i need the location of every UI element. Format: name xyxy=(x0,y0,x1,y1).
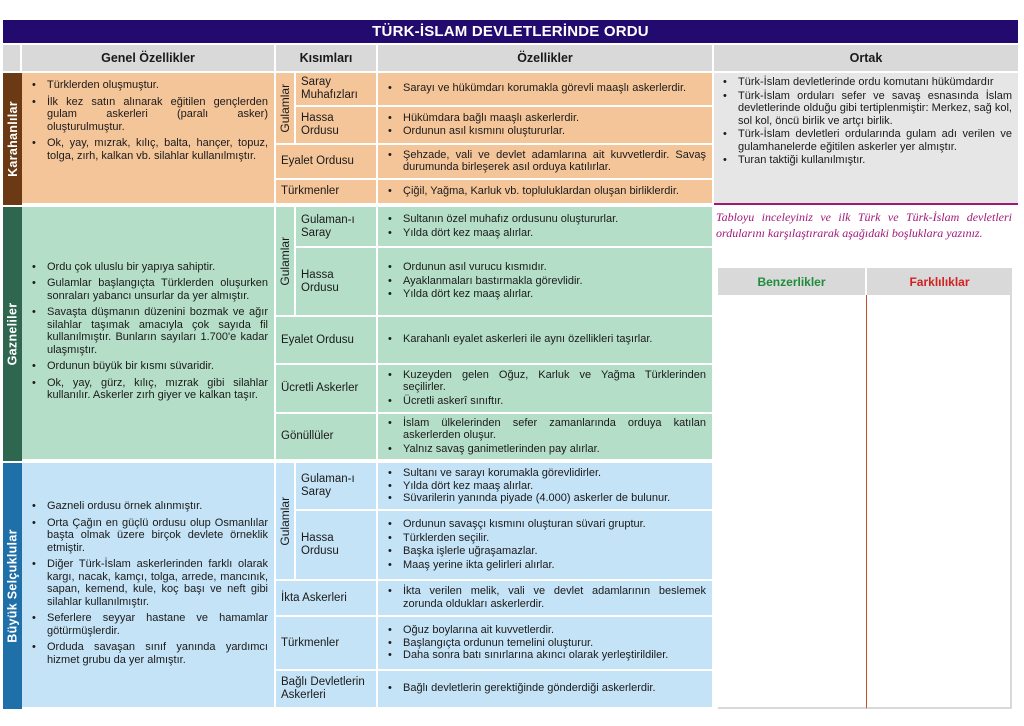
features-cell xyxy=(378,207,714,248)
feature-item: • Türklerden seçilir. xyxy=(403,532,706,545)
part-name: Eyalet Ordusu xyxy=(276,145,378,180)
feature-item: • Kuzeyden gelen Oğuz, Karluk ve Yağma Türklerinden seçilirler. xyxy=(403,369,706,394)
group-label-gulamlar: Gulamlar xyxy=(276,207,296,317)
features-cell xyxy=(378,581,714,617)
feature-item: • Ayaklanmaları bastırmakla görevlidir. xyxy=(403,275,706,288)
header-common: Ortak xyxy=(714,45,1018,71)
general-item: • Seferlere seyyar hastane ve hamamlar götürmüşlerdir. xyxy=(47,612,268,637)
group-label-gulamlar: Gulamlar xyxy=(276,73,296,145)
feature-item: • Daha sonra batı sınırlarına akıncı olarak yerleştirildiler. xyxy=(403,649,706,662)
header-general: Genel Özellikler xyxy=(22,45,276,71)
features-cell xyxy=(378,180,714,205)
general-item: • Gazneli ordusu örnek alınmıştır. xyxy=(47,500,268,513)
features-cell xyxy=(378,671,714,709)
features-cell xyxy=(378,248,714,317)
feature-item: • Başka işlerle uğraşamazlar. xyxy=(403,545,706,558)
general-item: • İlk kez satın alınarak eğitilen gençlerden gulam askerleri (paralı asker) oluşturulmuştur. xyxy=(47,96,268,134)
features-cell xyxy=(378,317,714,365)
page-title: TÜRK-İSLAM DEVLETLERİNDE ORDU xyxy=(3,20,1018,43)
feature-item: • İslam ülkelerinden sefer zamanlarında orduya katılan askerlerden oluşur. xyxy=(403,417,706,442)
common-item: • Türk-İslam orduları sefer ve savaş esnasında İslam devletlerinde olduğu gibi tertiplenmiştir: Merkez, sağ kol, sol kol, öncü birlik ve artçı birlik. xyxy=(738,90,1012,128)
feature-item: • Hükümdara bağlı maaşlı askerlerdir. xyxy=(403,112,706,125)
part-name: Hassa Ordusu xyxy=(296,511,378,581)
features-cell xyxy=(378,73,714,107)
feature-item: • Yılda dört kez maaş alırlar. xyxy=(403,288,706,301)
part-name: Hassa Ordusu xyxy=(296,248,378,317)
general-features-selcuklular xyxy=(22,463,276,709)
general-item: • Orduda savaşan sınıf yanında yardımcı hizmet grubu da yer almıştır. xyxy=(47,641,268,666)
features-cell xyxy=(378,365,714,414)
feature-item: • Ordunun savaşçı kısmını oluşturan süvari gruptur. xyxy=(403,518,706,531)
similarities-header: Benzerlikler xyxy=(718,268,867,295)
part-name: Eyalet Ordusu xyxy=(276,317,378,365)
differences-header: Farklılıklar xyxy=(867,268,1012,295)
general-item: • Ok, yay, gürz, kılıç, mızrak gibi silahlar kullanılır. Askerler zırh giyer ve kalkan taşır. xyxy=(47,377,268,402)
feature-item: • Yılda dört kez maaş alırlar. xyxy=(403,480,706,493)
features-cell xyxy=(378,414,714,461)
state-label-gazneliler: Gazneliler xyxy=(3,207,22,461)
part-name: Hassa Ordusu xyxy=(296,107,378,145)
features-cell xyxy=(378,463,714,511)
feature-item: • Yalnız savaş ganimetlerinden pay alırlar. xyxy=(403,443,706,456)
feature-item: • Şehzade, vali ve devlet adamlarına ait kuvvetlerdir. Savaş durumunda birleşerek asıl orduya katılırlar. xyxy=(403,149,706,174)
part-name: Gulaman-ı Saray xyxy=(296,463,378,511)
common-features xyxy=(714,73,1018,205)
features-cell xyxy=(378,617,714,671)
feature-item: • Yılda dört kez maaş alırlar. xyxy=(403,227,706,240)
feature-item: • Maaş yerine ikta gelirleri alırlar. xyxy=(403,559,706,572)
exercise-instruction: Tabloyu inceleyiniz ve ilk Türk ve Türk-İslam devletleri ordularını karşılaştırarak aşağıdaki boşluklara yazınız. xyxy=(716,210,1012,240)
header-parts: Kısımları xyxy=(276,45,378,71)
similarities-answer-area[interactable] xyxy=(718,295,867,709)
general-item: • Ordu çok uluslu bir yapıya sahiptir. xyxy=(47,261,268,274)
part-name: Saray Muhafızları xyxy=(296,73,378,107)
features-cell xyxy=(378,145,714,180)
differences-answer-area[interactable] xyxy=(867,295,1012,709)
feature-item: • Oğuz boylarına ait kuvvetlerdir. xyxy=(403,624,706,637)
feature-item: • Sultanın özel muhafız ordusunu oluştururlar. xyxy=(403,213,706,226)
feature-item: • Başlangıçta ordunun temelini oluşturur. xyxy=(403,637,706,650)
feature-item: • Karahanlı eyalet askerleri ile aynı özellikleri taşırlar. xyxy=(403,333,706,346)
feature-item: • İkta verilen melik, vali ve devlet adamlarının beslemek zorunda oldukları askerlerdir. xyxy=(403,585,706,610)
general-item: • Diğer Türk-İslam askerlerinden farklı olarak kargı, nacak, kamçı, tolga, arrede, mancınık, sapan, kemend, kule, koç başı ve neft gibi silahlar kullanılmıştır. xyxy=(47,558,268,608)
feature-item: • Ordunun asıl vurucu kısmıdır. xyxy=(403,261,706,274)
general-features-karahanlilar xyxy=(22,73,276,205)
common-item: • Türk-İslam devletlerinde ordu komutanı hükümdardır xyxy=(738,76,1012,89)
feature-item: • Bağlı devletlerin gerektiğinde gönderdiği askerlerdir. xyxy=(403,682,706,695)
general-item: • Savaşta düşmanın düzenini bozmak ve ağır silahlar taşımak amacıyla çok sayıda fil kullanılmıştır. Bunların sayıları 1.700'e kadar ulaşmıştır. xyxy=(47,306,268,356)
part-name: Türkmenler xyxy=(276,180,378,205)
common-item: • Türk-İslam devletleri ordularında gulam adı verilen ve gulamhanelerde eğitilen askerler yer almıştır. xyxy=(738,128,1012,153)
features-cell xyxy=(378,511,714,581)
part-name: Gönüllüler xyxy=(276,414,378,461)
general-item: • Türklerden oluşmuştur. xyxy=(47,79,268,92)
feature-item: • Ordunun asıl kısmını oluştururlar. xyxy=(403,125,706,138)
common-item: • Turan taktiği kullanılmıştır. xyxy=(738,154,1012,167)
general-item: • Ok, yay, mızrak, kılıç, balta, hançer, topuz, tolga, zırh, kalkan vb. silahlar kullanılmıştır. xyxy=(47,137,268,162)
feature-item: • Ücretli askerî sınıftır. xyxy=(403,395,706,408)
state-label-karahanlilar: Karahanlılar xyxy=(3,73,22,205)
part-name: Ücretli Askerler xyxy=(276,365,378,414)
general-item: • Gulamlar başlangıçta Türklerden oluşurken sonraları yabancı unsurlar da yer almıştır. xyxy=(47,277,268,302)
features-cell xyxy=(378,107,714,145)
group-label-gulamlar: Gulamlar xyxy=(276,463,296,581)
feature-item: • Süvarilerin yanında piyade (4.000) askerler de bulunur. xyxy=(403,492,706,505)
part-name: Türkmenler xyxy=(276,617,378,671)
state-label-selcuklular: Büyük Selçuklular xyxy=(3,463,22,709)
general-features-gazneliler xyxy=(22,207,276,461)
part-name: Bağlı Devletlerin Askerleri xyxy=(276,671,378,709)
part-name: Gulaman-ı Saray xyxy=(296,207,378,248)
feature-item: • Sultanı ve sarayı korumakla görevlidirler. xyxy=(403,467,706,480)
feature-item: • Sarayı ve hükümdarı korumakla görevli maaşlı askerlerdir. xyxy=(403,82,706,95)
feature-item: • Çiğil, Yağma, Karluk vb. topluluklardan oluşan birliklerdir. xyxy=(403,185,706,198)
header-features: Özellikler xyxy=(378,45,714,71)
general-item: • Ordunun büyük bir kısmı süvaridir. xyxy=(47,360,268,373)
part-name: İkta Askerleri xyxy=(276,581,378,617)
header-spacer xyxy=(3,45,22,71)
general-item: • Orta Çağın en güçlü ordusu olup Osmanlılar başta olmak üzere birçok devlete örneklik etmiştir. xyxy=(47,517,268,555)
